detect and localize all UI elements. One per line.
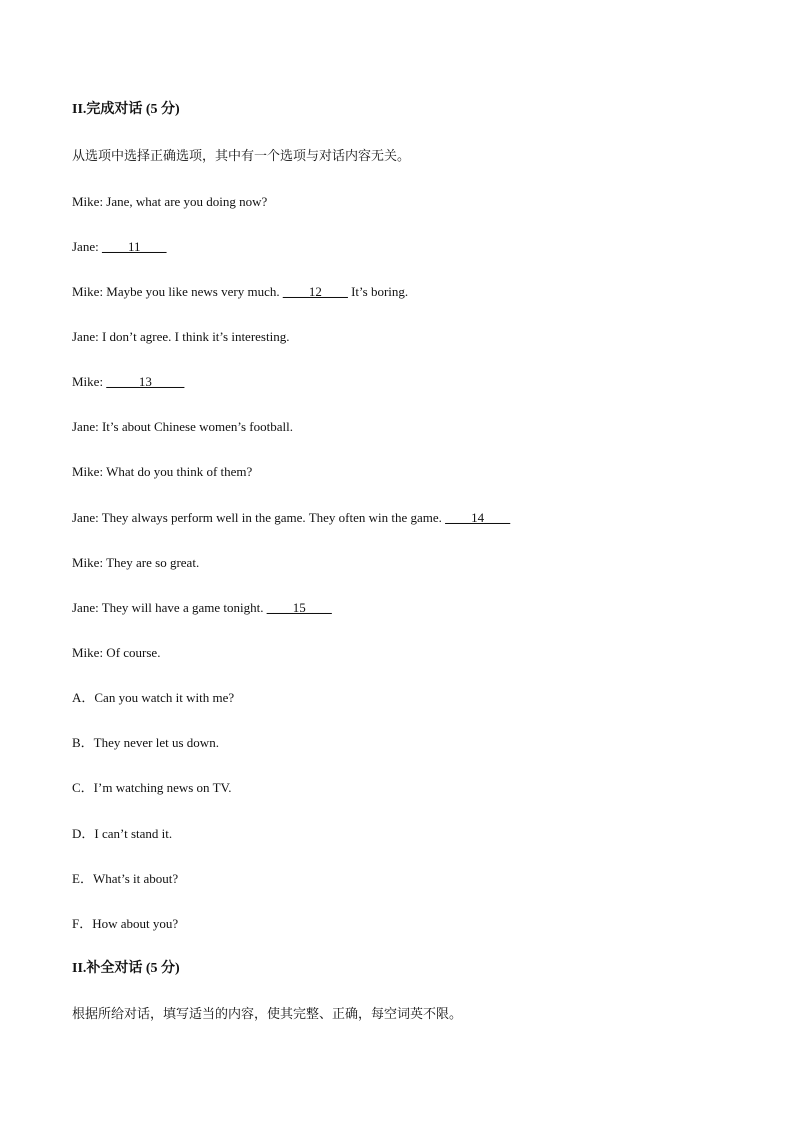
option-f: F．How about you? [72, 916, 179, 931]
dialogue-line [72, 239, 167, 255]
option-d: D．I can’t stand it. [72, 826, 173, 841]
dialogue-line: Jane: It’s about Chinese women’s football. [72, 419, 293, 434]
dialogue-speaker: Mike: [72, 374, 107, 389]
section2-instruction: 根据所给对话，填写适当的内容，使其完整、正确，每空词英不限。 [72, 1006, 463, 1021]
dialogue-text: Jane: They will have a game tonight. [72, 600, 267, 615]
dialogue-speaker: Jane: [72, 239, 102, 254]
dialogue-line [72, 284, 408, 300]
answer-blank-15[interactable]: ____15____ [266, 600, 332, 615]
answer-blank-12[interactable]: ____12____ [282, 284, 348, 299]
dialogue-line: Mike: What do you think of them? [72, 464, 253, 479]
option-c: C．I’m watching news on TV. [72, 780, 232, 795]
option-b: B．They never let us down. [72, 735, 219, 750]
section1-heading: II.完成对话 (5 分) [72, 102, 180, 117]
dialogue-line: Mike: Of course. [72, 645, 161, 660]
option-e: E．What’s it about? [72, 871, 179, 886]
answer-blank-14[interactable]: ____14____ [445, 510, 511, 525]
dialogue-text: Mike: Maybe you like news very much. [72, 284, 283, 299]
answer-blank-13[interactable]: _____13_____ [106, 374, 185, 389]
dialogue-line: Mike: They are so great. [72, 555, 200, 570]
dialogue-line [72, 600, 332, 616]
answer-blank-11[interactable]: ____11____ [101, 239, 167, 254]
dialogue-line [72, 510, 510, 526]
dialogue-text: It’s boring. [347, 284, 409, 299]
dialogue-line: Jane: I don’t agree. I think it’s interesting. [72, 329, 290, 344]
dialogue-line [72, 374, 184, 390]
option-a: A．Can you watch it with me? [72, 690, 235, 705]
dialogue-line: Mike: Jane, what are you doing now? [72, 194, 268, 209]
section2-heading: II.补全对话 (5 分) [72, 961, 180, 976]
dialogue-text: Jane: They always perform well in the game. They often win the game. [72, 510, 446, 525]
section1-instruction: 从选项中选择正确选项，其中有一个选项与对话内容无关。 [72, 148, 411, 163]
